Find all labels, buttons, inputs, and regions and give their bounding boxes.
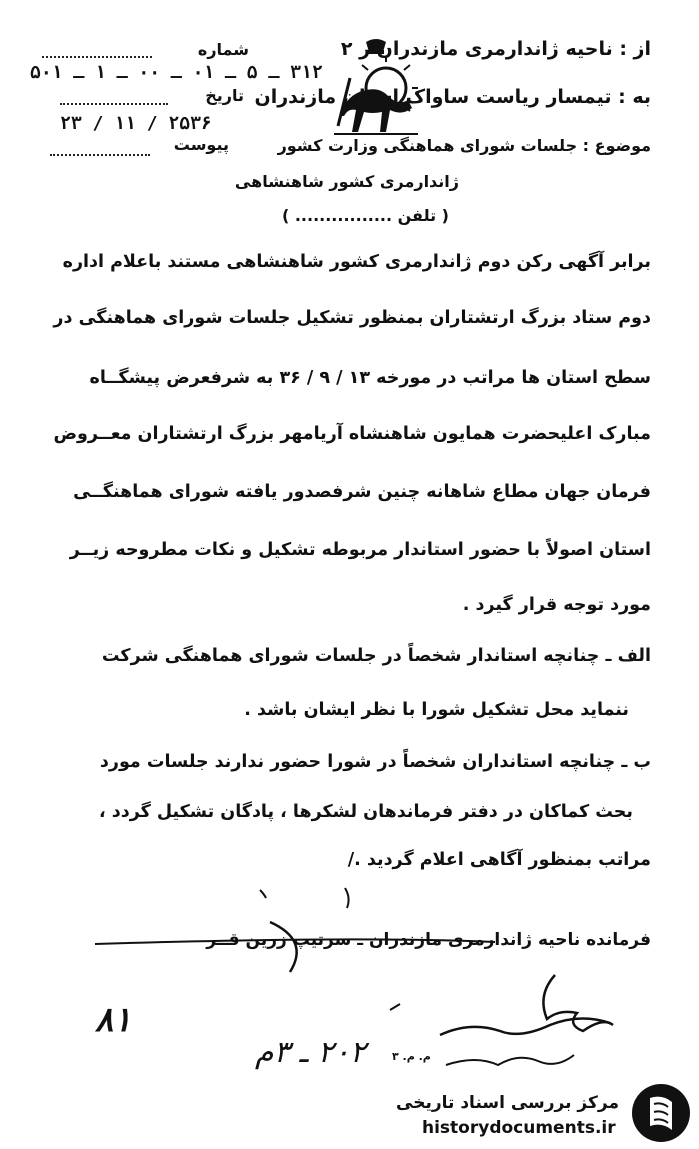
attachment-label: پیوست [173,135,229,154]
phone-line: ( تلفن ................ ) [281,206,449,225]
item-b-line-1: ب ـ چنانچه استانداران شخصاً در شورا حضور ندارند جلسات مورد [99,752,651,772]
watermark-org-name: مرکز بررسی اسناد تاریخی [396,1093,619,1113]
date-dots [60,101,168,105]
item-b-line-2: بحث کماکان در دفتر فرماندهان لشکرها ، پادگان تشکیل گردد ، [99,802,633,822]
number-value: ۳۱۲ ـ ۵ ـ ۰۱ ـ ۰۰ ـ ۱ ـ ۵۰۱ [30,62,323,83]
handwritten-note: ۲۰۲ ـ ۳م [255,1035,366,1070]
closing-line: مراتب بمنظور آگاهی اعلام گردید ./ [347,850,651,870]
body-line-2: دوم ستاد بزرگ ارتشتاران بمنظور تشکیل جلسات شورای هماهنگی در [53,308,651,328]
number-label: شماره [197,40,249,59]
body-line-5: فرمان جهان مطاع شاهانه چنین شرفصدور یافته شورای هماهنگــی [73,482,651,502]
date-value: ۲۵۳۶ / ۱۱ / ۲۳ [60,113,212,134]
watermark-url: historydocuments.ir [422,1118,616,1138]
body-line-6: استان اصولاً با حضور استاندار مربوطه تشکیل و نکات مطروحه زیــر [69,540,651,560]
body-line-1: برابر آگهی رکن دوم ژاندارمری کشور شاهنشاهی مستند باعلام اداره [62,252,651,272]
stamp-note: م. م. ۳ [392,1050,431,1063]
subject-line: موضوع : جلسات شورای هماهنگی وزارت کشور [277,136,651,155]
cc-line: ژاندارمری کشور شاهنشاهی [234,172,459,191]
number-dots [42,54,152,58]
body-line-7: مورد توجه قرار گیرد . [462,595,651,615]
body-line-4: مبارک اعلیحضرت همایون شاهنشاه آریامهر بزرگ ارتشتاران معــروض [53,424,651,444]
history-documents-logo-icon [630,1082,692,1144]
attachment-dots [50,152,150,156]
body-line-3: سطح استان ها مراتب در مورخه ۱۳ / ۹ / ۳۶ به شرفعرض پیشگــاه [89,368,651,388]
item-a-line-1: الف ـ چنانچه استاندار شخصاً در جلسات شورای هماهنگی شرکت [101,646,651,666]
margin-mark: ۸۱ [95,1000,132,1040]
signatory-title: فرمانده ناحیه ژاندارمری مازندران ـ سرتیپ زرین قــر [206,930,651,950]
date-label: تاریخ [205,86,244,105]
from-line: از : ناحیه ژاندارمری مازندران ر ۲ [340,38,651,60]
handwritten-signature-icon [90,880,650,1110]
item-a-line-2: ننماید محل تشکیل شورا با نظر ایشان باشد . [244,700,629,720]
to-line: به : تیمسار ریاست ساواک استان مازندران [254,86,651,108]
